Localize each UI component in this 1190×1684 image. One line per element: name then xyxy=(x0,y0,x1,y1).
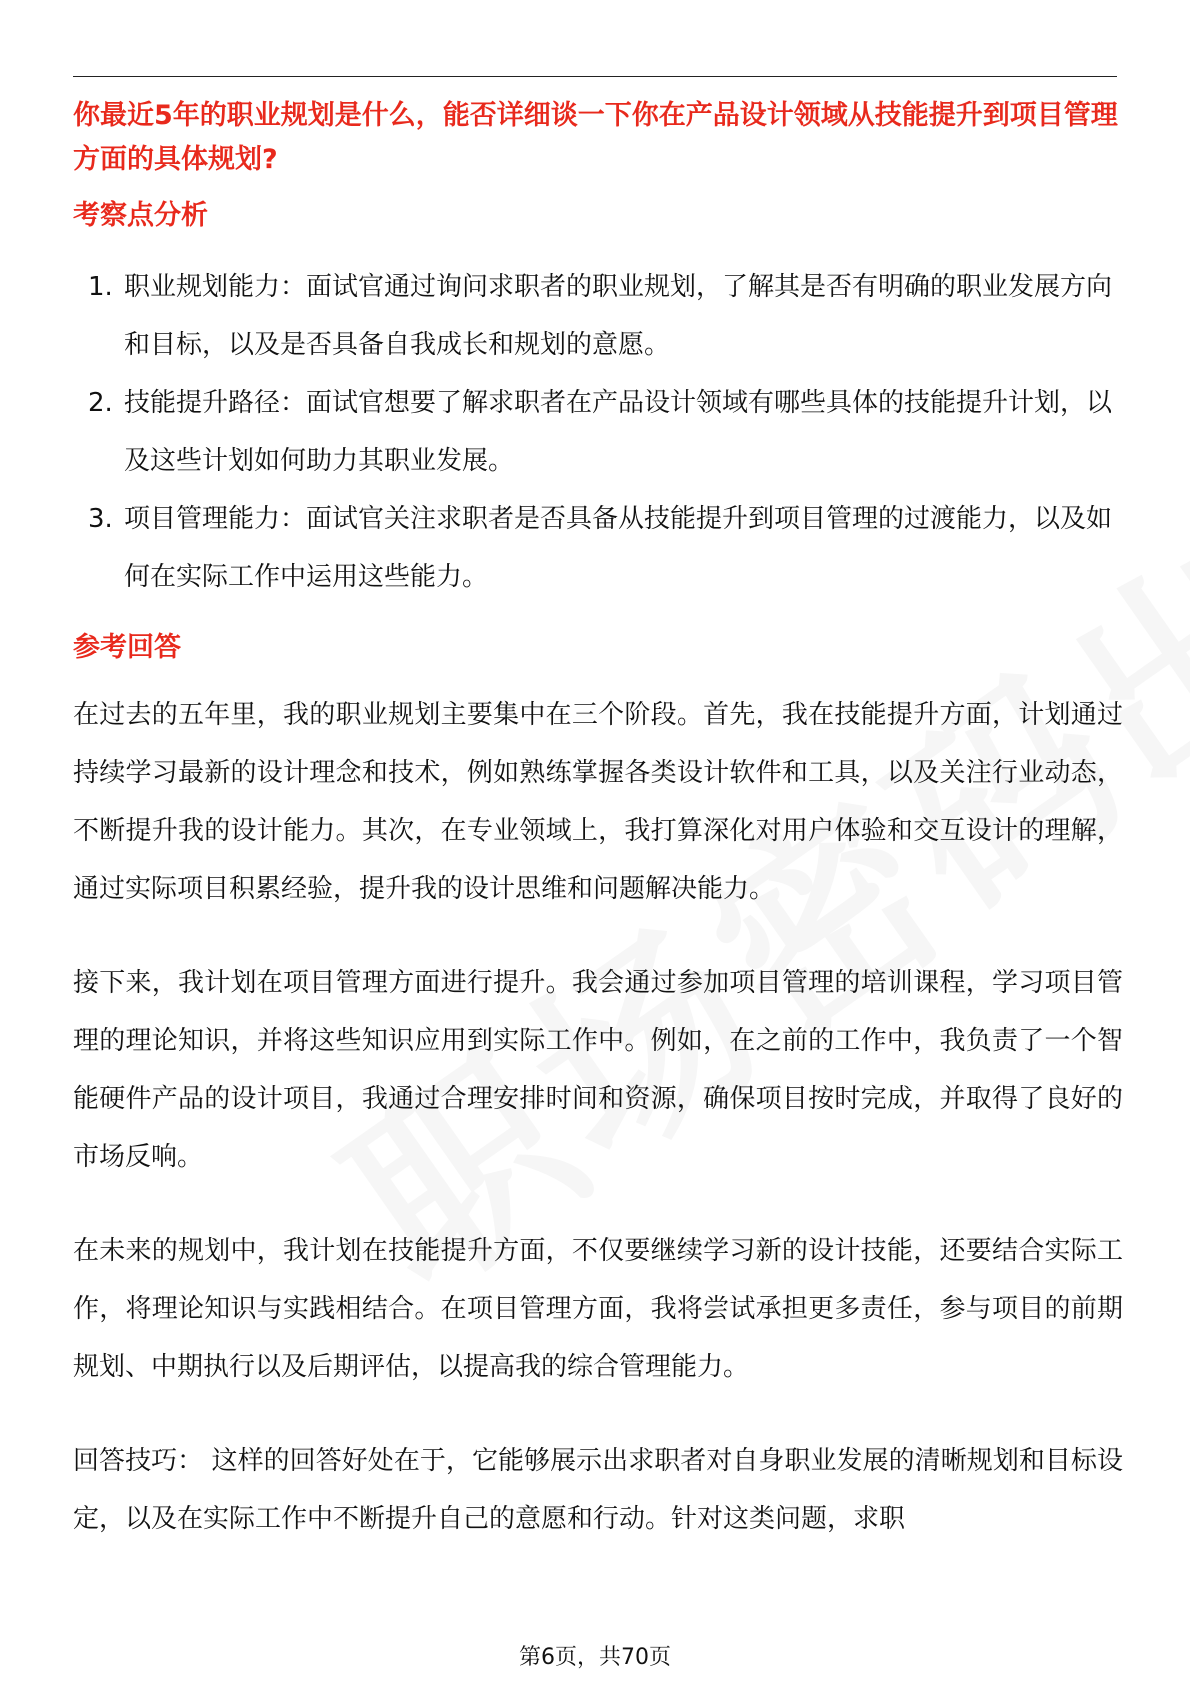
analysis-point xyxy=(73,490,1123,606)
point-number: 1. xyxy=(88,272,113,302)
answer-paragraph: 接下来，我计划在项目管理方面进行提升。我会通过参加项目管理的培训课程，学习项目管理的理论知识，并将这些知识应用到实际工作中。例如，在之前的工作中，我负责了一个智能硬件产品的设计项目，我通过合理安排时间和资源，确保项目按时完成，并取得了良好的市场反响。 xyxy=(73,968,1123,1172)
answer-paragraph: 在过去的五年里，我的职业规划主要集中在三个阶段。首先，我在技能提升方面，计划通过持续学习最新的设计理念和技术，例如熟练掌握各类设计软件和工具，以及关注行业动态，不断提升我的设计能力。其次，在专业领域上，我打算深化对用户体验和交互设计的理解，通过实际项目积累经验，提升我的设计思维和问题解决能力。 xyxy=(73,700,1123,904)
analysis-point xyxy=(73,258,1123,374)
analysis-points xyxy=(73,258,1123,606)
point-number: 2. xyxy=(88,388,113,418)
answer-paragraph: 在未来的规划中，我计划在技能提升方面，不仅要继续学习新的设计技能，还要结合实际工作，将理论知识与实践相结合。在项目管理方面，我将尝试承担更多责任，参与项目的前期规划、中期执行以及后期评估，以提高我的综合管理能力。 xyxy=(73,1236,1123,1382)
question-heading: 你最近5年的职业规划是什么，能否详细谈一下你在产品设计领域从技能提升到项目管理方面的具体规划? xyxy=(73,100,1118,175)
point-text: 职业规划能力：面试官通过询问求职者的职业规划，了解其是否有明确的职业发展方向和目标，以及是否具备自我成长和规划的意愿。 xyxy=(124,272,1113,360)
analysis-point xyxy=(73,374,1123,490)
page-number: 第6页，共70页 xyxy=(519,1645,671,1670)
document-page xyxy=(73,94,1123,1584)
analysis-title: 考察点分析 xyxy=(73,200,208,231)
point-number: 3. xyxy=(88,504,113,534)
top-rule xyxy=(73,76,1117,77)
answer-title: 参考回答 xyxy=(73,632,181,663)
point-text: 项目管理能力：面试官关注求职者是否具备从技能提升到项目管理的过渡能力，以及如何在实际工作中运用这些能力。 xyxy=(124,504,1113,592)
point-text: 技能提升路径：面试官想要了解求职者在产品设计领域有哪些具体的技能提升计划，以及这些计划如何助力其职业发展。 xyxy=(124,388,1113,476)
answer-tips: 回答技巧： 这样的回答好处在于，它能够展示出求职者对自身职业发展的清晰规划和目标设定，以及在实际工作中不断提升自己的意愿和行动。针对这类问题，求职 xyxy=(73,1446,1123,1534)
